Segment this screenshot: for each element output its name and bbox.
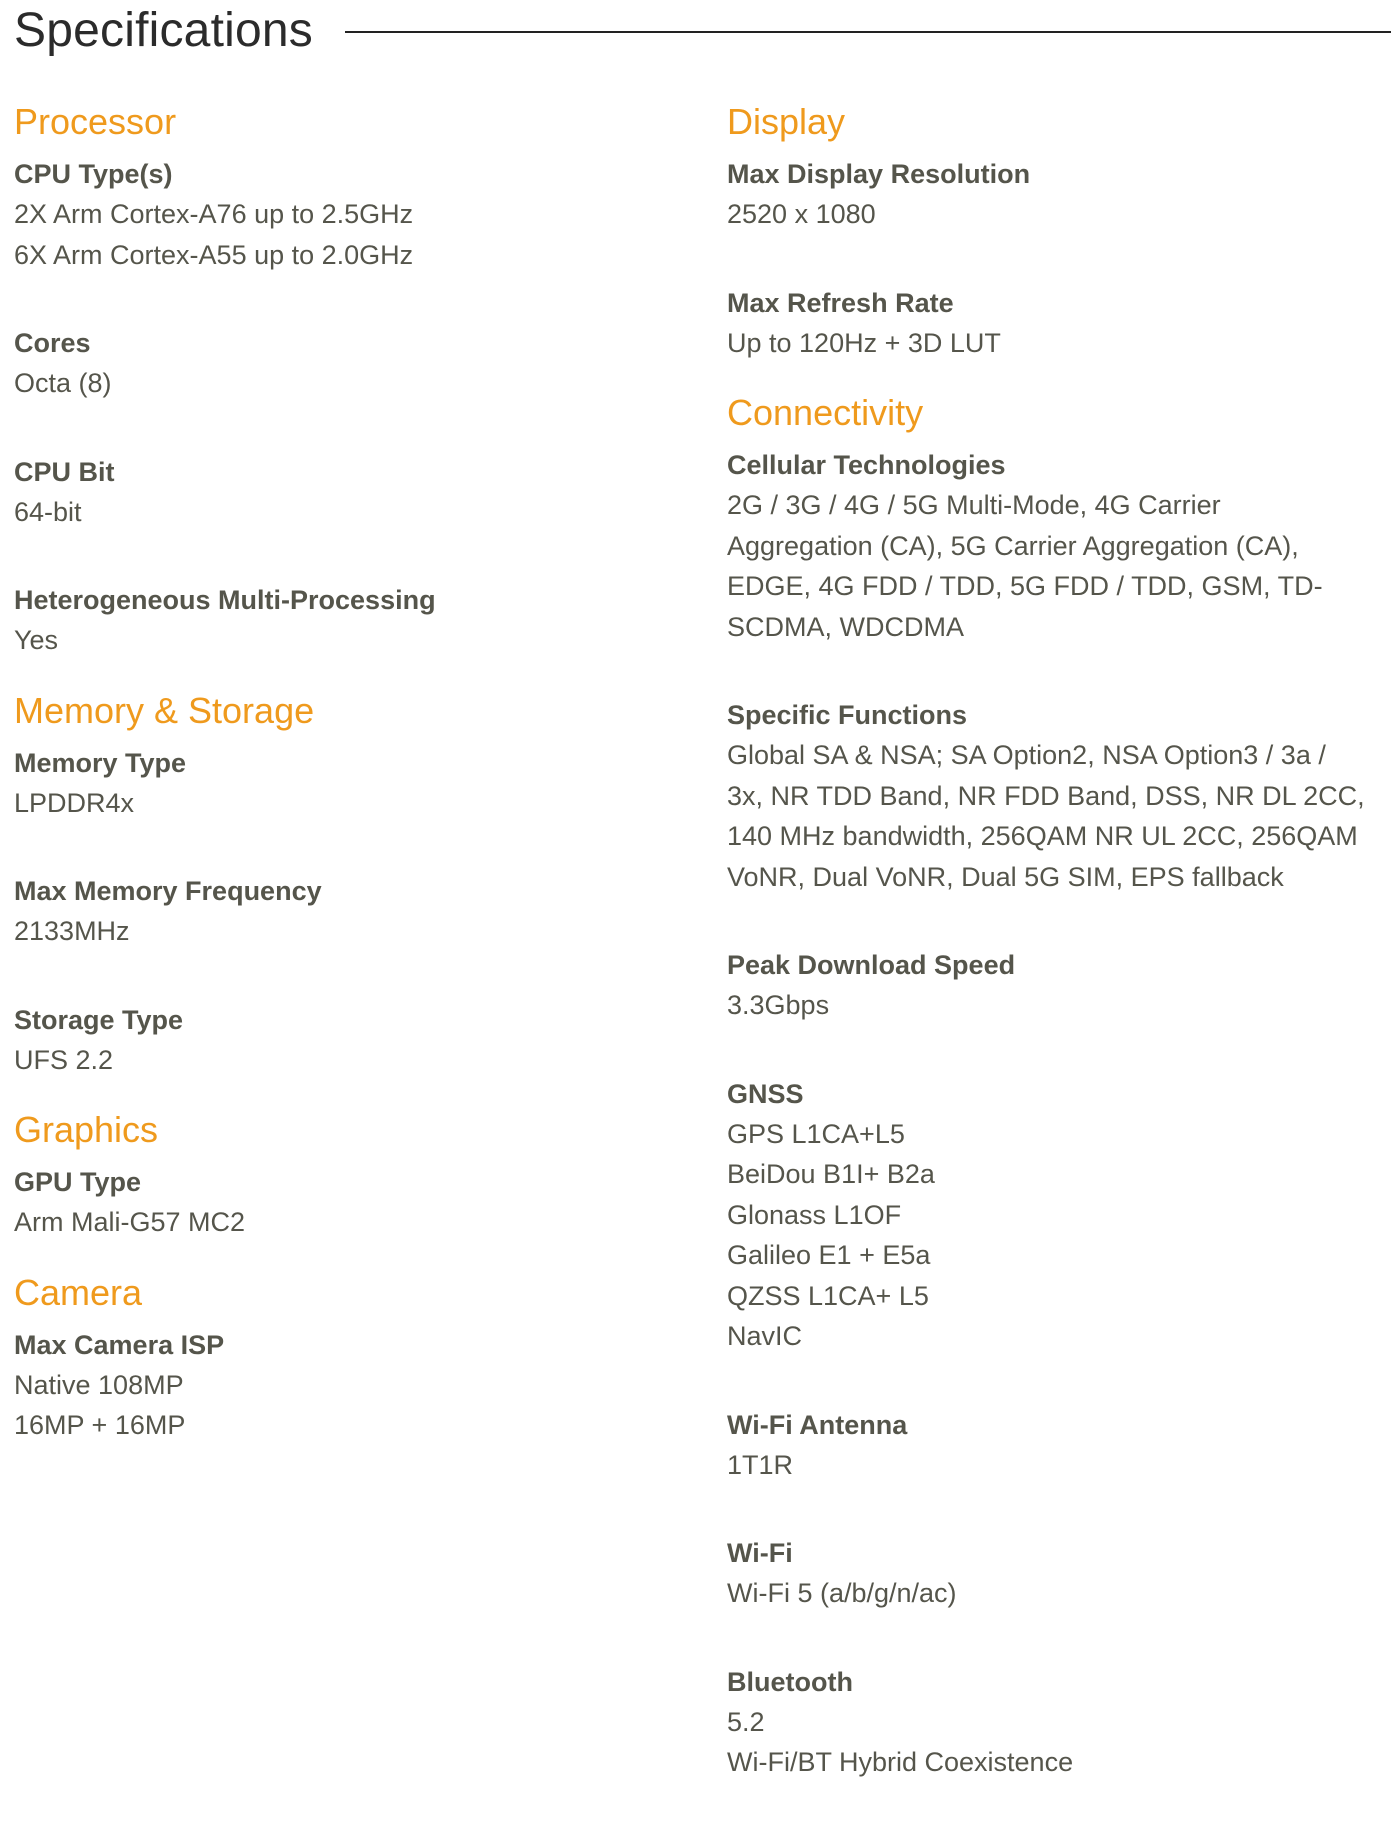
spec-value: 2X Arm Cortex-A76 up to 2.5GHz <box>14 199 414 229</box>
spec-value: Native 108MP <box>14 1369 184 1400</box>
spec-gpu-type <box>14 1162 694 1243</box>
spec-value: 5.2 <box>727 1706 765 1737</box>
right-spec-column <box>727 100 1397 1811</box>
spec-label: Memory Type <box>14 747 187 778</box>
spec-value: Glonass L1OF <box>727 1199 902 1230</box>
spec-cpu-type-s <box>14 154 694 275</box>
spec-value: UFS 2.2 <box>14 1044 114 1075</box>
section-processor <box>14 100 694 661</box>
title-divider <box>345 31 1391 33</box>
spec-bluetooth <box>727 1662 1397 1783</box>
section-display <box>727 100 1397 363</box>
spec-value: Yes <box>14 625 59 655</box>
page-header <box>14 0 1391 62</box>
spec-value: 2520 x 1080 <box>727 199 876 229</box>
spec-label: CPU Type(s) <box>14 159 173 189</box>
spec-label: GNSS <box>727 1078 804 1109</box>
spec-gnss <box>727 1074 1397 1357</box>
section-graphics <box>14 1108 694 1243</box>
spec-value: 3.3Gbps <box>727 990 830 1020</box>
spec-label: Max Refresh Rate <box>727 287 954 318</box>
spec-value: 3x, NR TDD Band, NR FDD Band, DSS, NR DL 2CC, <box>727 780 1365 811</box>
section-heading: Memory & Storage <box>14 689 315 731</box>
spec-label: Wi-Fi Antenna <box>727 1409 908 1440</box>
spec-label: Cores <box>14 328 91 358</box>
spec-value: QZSS L1CA+ L5 <box>727 1280 929 1311</box>
section-camera <box>14 1271 694 1446</box>
spec-label: Storage Type <box>14 1004 184 1035</box>
spec-value: 64-bit <box>14 496 82 527</box>
spec-storage-type <box>14 1000 694 1081</box>
spec-value: Arm Mali-G57 MC2 <box>14 1207 246 1237</box>
section-connectivity <box>727 391 1397 1783</box>
spec-label: Max Display Resolution <box>727 159 1031 189</box>
spec-peak-download-speed <box>727 945 1397 1026</box>
spec-label: Specific Functions <box>727 700 968 730</box>
spec-memory-type <box>14 743 694 824</box>
spec-specific-functions <box>727 695 1397 897</box>
spec-label: Wi-Fi <box>727 1538 793 1568</box>
section-heading: Camera <box>14 1271 143 1313</box>
spec-value: VoNR, Dual VoNR, Dual 5G SIM, EPS fallback <box>727 861 1284 892</box>
section-heading: Processor <box>14 101 177 142</box>
section-heading: Graphics <box>14 1109 159 1150</box>
spec-value: LPDDR4x <box>14 787 135 818</box>
spec-value: Global SA & NSA; SA Option2, NSA Option3 / 3a / <box>727 740 1326 770</box>
spec-cores <box>14 323 694 404</box>
spec-value: SCDMA, WDCDMA <box>727 611 964 642</box>
spec-value: 140 MHz bandwidth, 256QAM NR UL 2CC, 256QAM <box>727 821 1358 851</box>
spec-label: CPU Bit <box>14 456 115 487</box>
spec-wi-fi <box>727 1533 1397 1614</box>
spec-value: Wi-Fi/BT Hybrid Coexistence <box>727 1747 1074 1777</box>
section-heading: Connectivity <box>727 392 924 433</box>
spec-value: 16MP + 16MP <box>14 1410 186 1440</box>
section-memory-and-storage <box>14 689 694 1081</box>
spec-value: EDGE, 4G FDD / TDD, 5G FDD / TDD, GSM, TD- <box>727 571 1323 601</box>
spec-value: 6X Arm Cortex-A55 up to 2.0GHz <box>14 239 414 270</box>
spec-value: Galileo E1 + E5a <box>727 1240 931 1270</box>
spec-label: Bluetooth <box>727 1666 853 1697</box>
spec-heterogeneous-multi-processing <box>14 580 694 661</box>
spec-value: Wi-Fi 5 (a/b/g/n/ac) <box>727 1578 957 1608</box>
spec-wi-fi-antenna <box>727 1405 1397 1486</box>
spec-max-memory-frequency <box>14 871 694 952</box>
spec-max-camera-isp <box>14 1325 694 1446</box>
spec-label: Max Memory Frequency <box>14 876 322 906</box>
spec-value: 2133MHz <box>14 916 130 946</box>
spec-value: Octa (8) <box>14 368 112 398</box>
spec-max-display-resolution <box>727 154 1397 235</box>
spec-value: BeiDou B1I+ B2a <box>727 1159 935 1189</box>
spec-label: Peak Download Speed <box>727 950 1016 980</box>
spec-label: Cellular Technologies <box>727 450 1006 480</box>
spec-value: NavIC <box>727 1321 803 1351</box>
page-title: Specifications <box>14 4 313 57</box>
spec-value: GPS L1CA+L5 <box>727 1118 905 1149</box>
spec-max-refresh-rate <box>727 283 1397 364</box>
spec-value: Up to 120Hz + 3D LUT <box>727 327 1001 358</box>
spec-value: 2G / 3G / 4G / 5G Multi-Mode, 4G Carrier <box>727 490 1221 520</box>
section-heading: Display <box>727 101 846 142</box>
spec-label: GPU Type <box>14 1167 142 1197</box>
spec-value: Aggregation (CA), 5G Carrier Aggregation (CA), <box>727 530 1299 561</box>
spec-cpu-bit <box>14 452 694 533</box>
spec-cellular-technologies <box>727 445 1397 647</box>
spec-label: Max Camera ISP <box>14 1329 225 1360</box>
spec-label: Heterogeneous Multi-Processing <box>14 585 436 615</box>
spec-value: 1T1R <box>727 1449 794 1480</box>
left-spec-column <box>14 100 694 1474</box>
